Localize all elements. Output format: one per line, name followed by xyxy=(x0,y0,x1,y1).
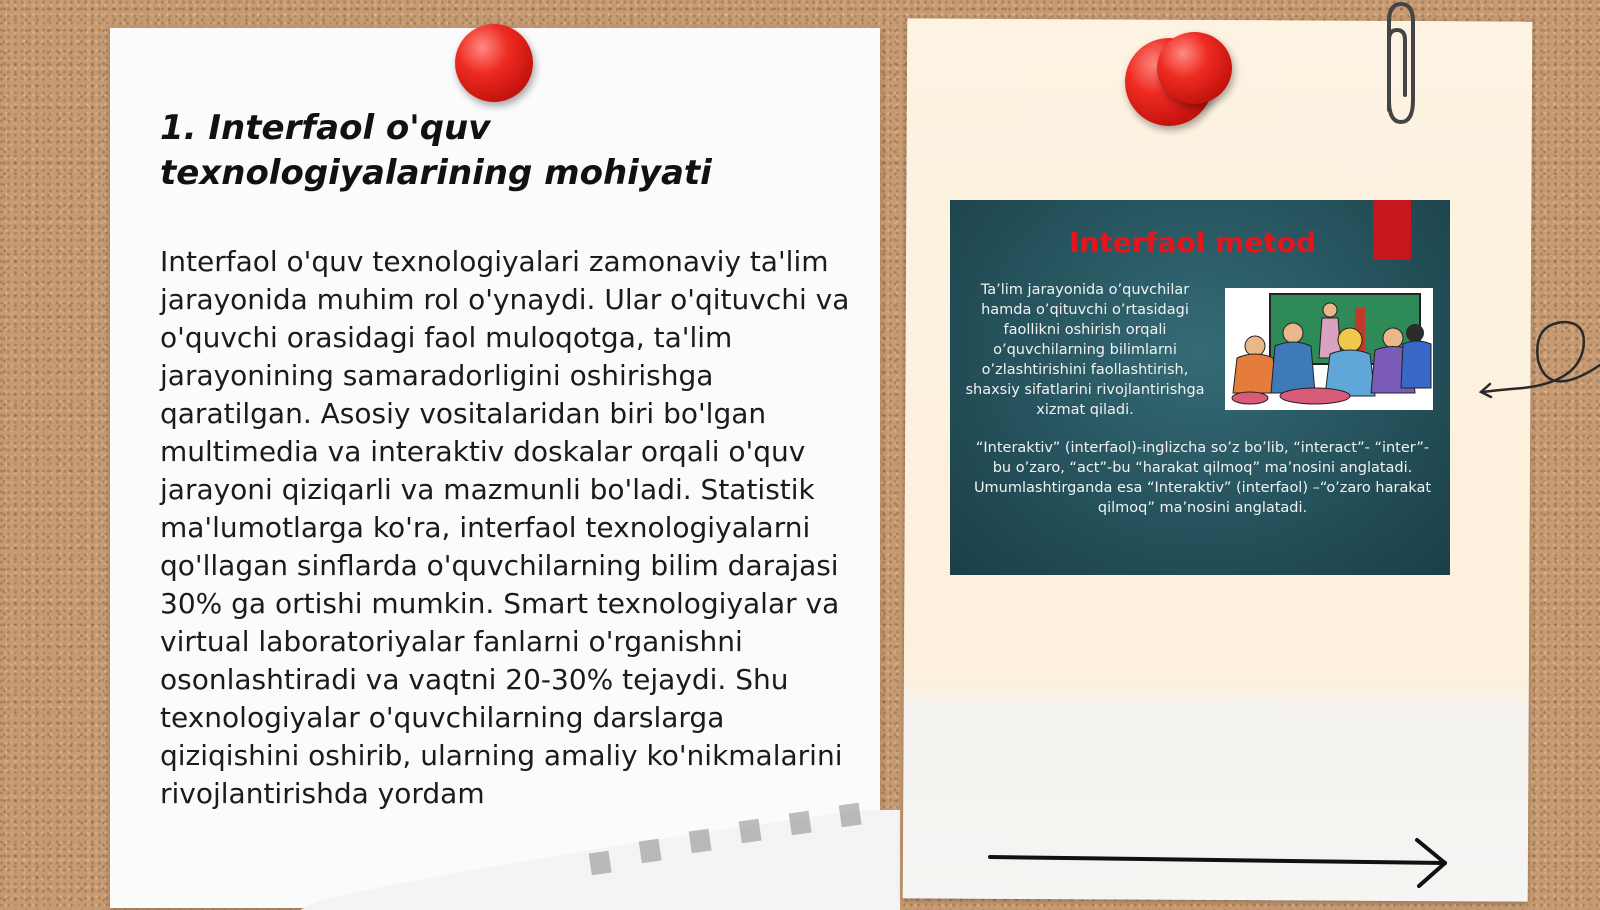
push-pin-icon xyxy=(1157,32,1232,104)
page-title: 1. Interfaol o'quv texnologiyalarining mohiyati xyxy=(160,108,712,193)
curly-arrow-icon xyxy=(1478,310,1600,410)
body-paragraph: Interfaol o'quv texnologiyalari zamonaviy ta'lim jarayonida muhim rol o'ynaydi. Ular o'qituvchi va o'quvchi orasidagi faol muloqotga, ta'lim jarayonining samaradorligini oshirishga qaratilgan. Asosiy vositalaridan biri bo'lgan multimedia va interaktiv doskalar orqali o'quv jarayoni qiziqarli va mazmunli bo'ladi. Statistik ma'lumotlarga ko'ra, interfaol texnologiyalarni qo'llagan sinflarda o'quvchilarning bilim darajasi 30% ga ortishi mumkin. Smart texnologiyalar va virtual laboratoriyalar fanlarni o'rganishni osonlashtiradi va vaqtni 20-30% tejaydi. Shu texnologiyalar o'quvchilarning darslarga qiziqishini oshirib, ularning amaliy ko'nikmalarini rivojlantirishda yordam xyxy=(160,245,850,810)
paperclip-icon xyxy=(1375,0,1425,130)
slide-image xyxy=(950,200,1450,575)
arrow-right-icon xyxy=(985,830,1455,890)
push-pin-icon xyxy=(455,24,533,102)
slide-etymology-text: “Interaktiv” (interfaol)-inglizcha so’z bo’lib, “interact”- “inter”-bu o’zaro, “act”-bu “harakat qilmoq” ma’nosini anglatadi. Umumlashtirganda esa “Interaktiv” (interfaol) –“o’zaro harakat qilmoq” ma’nosini anglatadi. xyxy=(973,440,1432,516)
slide-title: Interfaol metod xyxy=(1068,226,1317,259)
classroom-illustration xyxy=(1225,288,1433,410)
slide-definition-text: Ta’lim jarayonida o’quvchilar hamda o’qituvchi o’rtasidagi faollikni oshirish orqali o’quvchilarning bilimlarni o’zlashtirishini faollashtirish, shaxsiy sifatlarini rivojlantirishga xizmat qiladi. xyxy=(965,282,1205,418)
